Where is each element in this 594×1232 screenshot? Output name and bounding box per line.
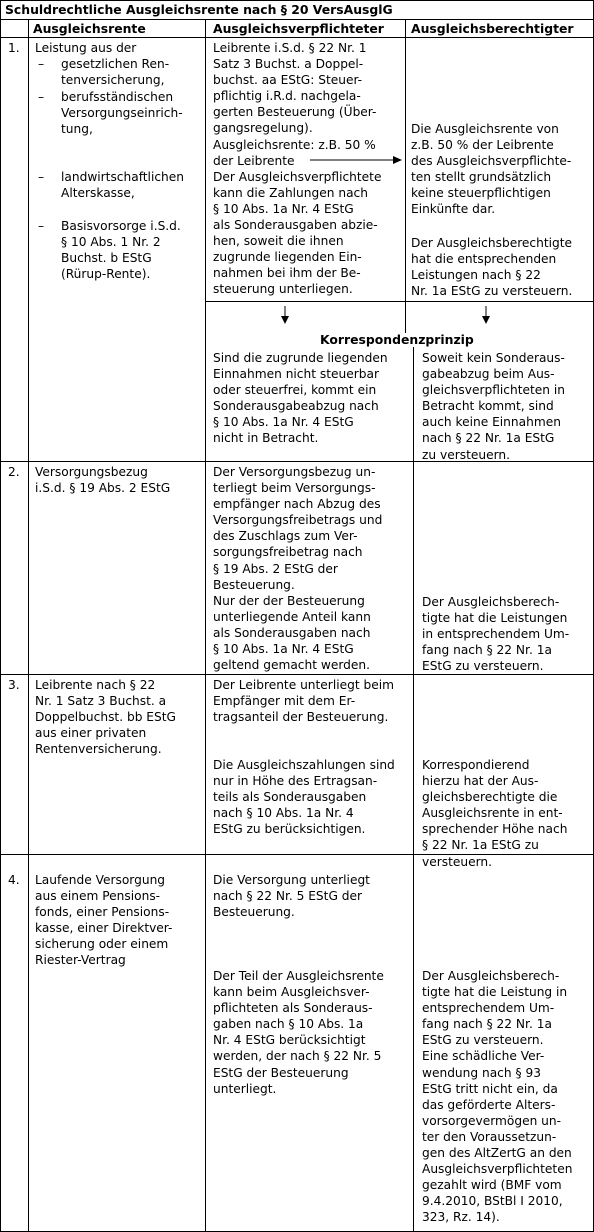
text-line: steuerung unterliegen. bbox=[213, 282, 353, 297]
text-line: EStG der Besteuerung bbox=[213, 1065, 349, 1080]
text-line: sicherung oder einem bbox=[35, 937, 169, 952]
text-line: gen des AltZertG an den bbox=[422, 1146, 572, 1161]
text-line: pflichtig i.R.d. nachgela- bbox=[213, 89, 361, 104]
rente-text bbox=[35, 872, 172, 969]
text-line: vorsorgevermögen un- bbox=[422, 1113, 562, 1128]
text-line: gaben nach § 10 Abs. 1a bbox=[213, 1017, 364, 1032]
arrow-right-icon bbox=[310, 156, 402, 164]
text-line: fang nach § 22 Nr. 1a bbox=[422, 1017, 552, 1032]
text-line: z.B. 50 % der Leibrente bbox=[411, 138, 554, 153]
text-line: das geförderte Alters- bbox=[422, 1097, 556, 1112]
text-line: Die Ausgleichsrente von bbox=[411, 122, 559, 136]
rente-text bbox=[35, 677, 176, 757]
text-line: keine steuerpflichtigen bbox=[411, 186, 551, 201]
text-line: Empfänger mit dem Er- bbox=[213, 694, 356, 709]
text-line: Die Ausgleichszahlungen sind bbox=[213, 758, 395, 772]
text-line: empfänger nach Abzug des bbox=[213, 497, 381, 512]
text-line: landwirtschaftlichen bbox=[61, 170, 184, 184]
text-line: kann die Zahlungen nach bbox=[213, 185, 368, 200]
text-line: Der Versorgungsbezug un- bbox=[213, 465, 376, 479]
text-line: nur in Höhe des Ertragsan- bbox=[213, 774, 378, 789]
text-line: nach § 22 Nr. 5 EStG der bbox=[213, 889, 363, 904]
text-line: 323, Rz. 14). bbox=[422, 1210, 500, 1225]
text-line: gesetzlichen Ren- bbox=[61, 57, 170, 71]
text-line: Die Versorgung unterliegt bbox=[213, 873, 370, 887]
text-line: des Zuschlags zum Ver- bbox=[213, 529, 358, 544]
dash-bullet: – bbox=[38, 57, 45, 71]
text-line: nach § 22 Nr. 1a EStG bbox=[422, 431, 555, 446]
header-ausgleichsberechtigter: Ausgleichsberechtigter bbox=[411, 21, 574, 36]
text-line: unterliegt. bbox=[213, 1081, 277, 1096]
text-line: Ausgleichsrente in ent- bbox=[422, 806, 563, 821]
text-line: Der Ausgleichsberech- bbox=[422, 969, 560, 983]
text-line: Leibrente i.S.d. § 22 Nr. 1 bbox=[213, 41, 367, 55]
text-line: hat die entsprechenden bbox=[411, 252, 557, 267]
text-line: Buchst. b EStG bbox=[61, 251, 152, 266]
text-line: § 19 Abs. 2 EStG der bbox=[213, 561, 338, 576]
text-line: § 10 Abs. 1a Nr. 4 EStG bbox=[213, 642, 354, 657]
rente-intro: Leistung aus der bbox=[35, 41, 137, 55]
verpf-text-b bbox=[213, 968, 384, 1097]
text-line: Besteuerung. bbox=[213, 577, 295, 592]
text-line: der Leibrente bbox=[213, 153, 295, 168]
text-line: entsprechendem Um- bbox=[422, 1001, 555, 1016]
text-line: geltend gemacht werden. bbox=[213, 658, 370, 673]
text-line: EStG zu berücksichtigen. bbox=[213, 822, 366, 837]
berecht-text bbox=[422, 757, 567, 870]
text-line: (Rürup-Rente). bbox=[61, 267, 151, 282]
table-title: Schuldrechtliche Ausgleichsrente nach § 20 VersAusglG bbox=[5, 2, 393, 17]
berecht-text bbox=[422, 594, 569, 674]
text-line: gangsregelung). bbox=[213, 121, 313, 136]
text-line: werden, der nach § 22 Nr. 5 bbox=[213, 1049, 382, 1064]
row-number: 3. bbox=[8, 678, 20, 692]
text-line: EStG tritt nicht ein, da bbox=[422, 1081, 558, 1096]
header-ausgleichsverpflichteter: Ausgleichsverpflichteter bbox=[213, 21, 384, 36]
verpf-text-b bbox=[213, 757, 395, 837]
text-line: Sonderausgabeabzug nach bbox=[213, 399, 379, 414]
text-line: Ausgleichsrente: z.B. 50 % bbox=[213, 137, 376, 152]
text-line: Rentenversicherung. bbox=[35, 742, 162, 757]
text-line: nicht in Betracht. bbox=[213, 431, 319, 446]
text-line: des Ausgleichsverpflichte- bbox=[411, 154, 572, 169]
text-line: Doppelbuchst. bb EStG bbox=[35, 710, 176, 725]
text-line: Versorgungseinrich- bbox=[61, 106, 183, 121]
arrow-down-icon bbox=[281, 306, 289, 324]
text-line: gleichsberechtigte die bbox=[422, 790, 558, 805]
text-line: gerten Besteuerung (Über- bbox=[213, 105, 377, 120]
text-line: fang nach § 22 Nr. 1a bbox=[422, 643, 552, 658]
text-line: i.S.d. § 19 Abs. 2 EStG bbox=[35, 481, 171, 496]
text-line: als Sonderausgaben abzie- bbox=[213, 218, 378, 233]
text-line: § 10 Abs. 1a Nr. 4 EStG bbox=[213, 201, 354, 216]
text-line: § 22 Nr. 1a EStG zu bbox=[422, 838, 539, 853]
text-line: tragsanteil der Besteuerung. bbox=[213, 710, 389, 725]
text-line: 9.4.2010, BStBl I 2010, bbox=[422, 1194, 563, 1209]
text-line: tigte hat die Leistungen bbox=[422, 611, 568, 626]
text-line: Leibrente nach § 22 bbox=[35, 678, 156, 692]
text-line: Der Teil der Ausgleichsrente bbox=[213, 969, 384, 983]
text-line: Der Ausgleichsberechtigte bbox=[411, 236, 573, 250]
text-line: oder steuerfrei, kommt ein bbox=[213, 383, 377, 398]
text-line: in entsprechendem Um- bbox=[422, 627, 570, 642]
text-line: zu versteuern. bbox=[422, 447, 510, 462]
text-line: EStG zu versteuern. bbox=[422, 1033, 544, 1048]
text-line: Nur der der Besteuerung bbox=[213, 593, 365, 608]
text-line: Riester-Vertrag bbox=[35, 953, 126, 968]
text-line: wendung nach § 93 bbox=[422, 1065, 541, 1080]
text-line: kasse, einer Direktver- bbox=[35, 921, 173, 936]
header-ausgleichsrente: Ausgleichsrente bbox=[33, 21, 146, 36]
text-line: nach § 10 Abs. 1a Nr. 4 bbox=[213, 806, 354, 821]
text-line: aus einer privaten bbox=[35, 726, 147, 741]
text-line: tenversicherung, bbox=[61, 73, 165, 88]
text-line: Betracht kommt, sind bbox=[422, 399, 554, 414]
text-line: hierzu hat der Aus- bbox=[422, 774, 539, 789]
text-line: Laufende Versorgung bbox=[35, 873, 166, 887]
text-line: als Sonderausgaben nach bbox=[213, 625, 371, 640]
text-line: aus einem Pensions- bbox=[35, 889, 161, 904]
text-line: fonds, einer Pensions- bbox=[35, 905, 170, 920]
berecht-text bbox=[422, 968, 572, 1226]
text-line: Ausgleichsverpflichteten bbox=[422, 1162, 573, 1177]
text-line: zugrunde liegenden Ein- bbox=[213, 250, 362, 265]
text-line: Der Leibrente unterliegt beim bbox=[213, 678, 394, 692]
text-line: Einkünfte dar. bbox=[411, 202, 496, 217]
verpf-text-a bbox=[213, 677, 394, 725]
text-line: Versorgungsfreibetrags und bbox=[213, 513, 383, 528]
text-line: Sind die zugrunde liegenden bbox=[213, 351, 388, 365]
text-line: ten stellt grundsätzlich bbox=[411, 170, 552, 185]
text-line: sprechender Höhe nach bbox=[422, 822, 568, 837]
dash-bullet: – bbox=[38, 170, 45, 184]
text-line: teils als Sonderausgaben bbox=[213, 790, 367, 805]
text-line: tigte hat die Leistung in bbox=[422, 985, 568, 1000]
verpf-text bbox=[213, 464, 382, 673]
text-line: Der Ausgleichsberech- bbox=[422, 595, 560, 609]
verpf-text-a bbox=[213, 872, 370, 920]
row-number: 2. bbox=[8, 465, 20, 479]
text-line: Nr. 4 EStG berücksichtigt bbox=[213, 1033, 366, 1048]
korrespondenzprinzip-label: Korrespondenzprinzip bbox=[320, 332, 474, 347]
text-line: terliegt beim Versorgungs- bbox=[213, 481, 376, 496]
row-number: 4. bbox=[8, 873, 20, 887]
text-line: Leistungen nach § 22 bbox=[411, 268, 541, 283]
text-line: buchst. aa EStG: Steuer- bbox=[213, 73, 363, 88]
text-line: gleichsverpflichteten in bbox=[422, 383, 565, 398]
text-line: sorgungsfreibetrag nach bbox=[213, 545, 363, 560]
text-line: pflichteten als Sonderaus- bbox=[213, 1001, 373, 1016]
text-line: EStG zu versteuern. bbox=[422, 659, 544, 674]
text-line: hen, soweit die ihnen bbox=[213, 234, 344, 249]
text-line: Eine schädliche Ver- bbox=[422, 1049, 545, 1064]
text-line: Einnahmen nicht steuerbar bbox=[213, 367, 379, 382]
text-line: Nr. 1a EStG zu versteuern. bbox=[411, 284, 573, 299]
text-line: Der Ausgleichsverpflichtete bbox=[213, 169, 382, 184]
row-number: 1. bbox=[8, 41, 20, 55]
text-line: Nr. 1 Satz 3 Buchst. a bbox=[35, 694, 167, 709]
text-line: kann beim Ausgleichsver- bbox=[213, 985, 370, 1000]
arrow-down-icon bbox=[482, 306, 490, 324]
text-line: tung, bbox=[61, 122, 93, 137]
text-line: unterliegende Anteil kann bbox=[213, 609, 371, 624]
text-line: Versorgungsbezug bbox=[35, 465, 148, 479]
text-line: versteuern. bbox=[422, 854, 492, 869]
text-line: berufsständischen bbox=[61, 90, 174, 104]
text-line: auch keine Einnahmen bbox=[422, 415, 561, 430]
text-line: gezahlt wird (BMF vom bbox=[422, 1178, 562, 1193]
dash-bullet: – bbox=[38, 219, 45, 233]
text-line: Soweit kein Sonderaus- bbox=[422, 351, 565, 365]
text-line: Satz 3 Buchst. a Doppel- bbox=[213, 57, 364, 72]
text-line: Basisvorsorge i.S.d. bbox=[61, 219, 181, 233]
dash-bullet: – bbox=[38, 90, 45, 104]
text-line: § 10 Abs. 1a Nr. 4 EStG bbox=[213, 415, 354, 430]
text-line: Besteuerung. bbox=[213, 905, 295, 920]
rente-text bbox=[35, 464, 170, 496]
text-line: § 10 Abs. 1 Nr. 2 bbox=[61, 235, 161, 250]
text-line: Alterskasse, bbox=[61, 186, 135, 201]
text-line: ter den Voraussetzun- bbox=[422, 1129, 557, 1144]
text-line: nahmen bei ihm der Be- bbox=[213, 266, 361, 281]
text-line: gabeabzug beim Aus- bbox=[422, 367, 555, 382]
text-line: Korrespondierend bbox=[422, 758, 530, 772]
